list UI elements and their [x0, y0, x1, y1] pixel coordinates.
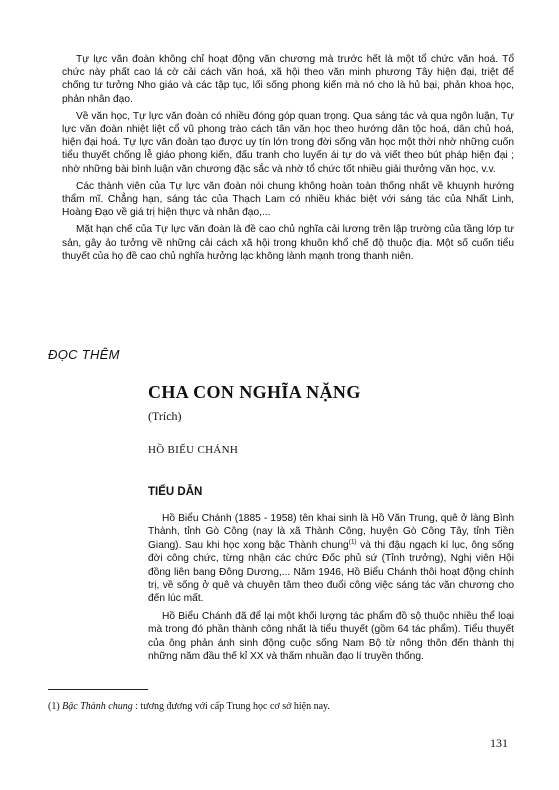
biography-paragraph — [148, 512, 514, 606]
biography-text: và thi đậu ngạch kí lục, ông sống đời công chức, từng nhận các chức Đốc phủ sứ (Tỉnh trưởng), Nghị viên Hội đồng liên bang Đông Dương,... Năm 1946, Hồ Biểu Chánh thôi hoạt động chính trị, về sống ở quê và chuyên tâm theo đuổi công việc sáng tác văn chương cho đến lúc mất. — [148, 539, 514, 605]
reading-author: HỒ BIỂU CHÁNH — [148, 444, 239, 456]
reading-title: CHA CON NGHĨA NẶNG — [148, 382, 361, 402]
biography-section — [148, 512, 514, 663]
footnote-ref: (1) — [348, 538, 357, 546]
footnote-text: : tương đương với cấp Trung học cơ sở hiện nay. — [132, 701, 330, 712]
footnote-marker: (1) — [48, 701, 63, 712]
footnote-term: Bậc Thành chung — [62, 701, 133, 712]
biography-paragraph: Hồ Biểu Chánh đã để lại một khối lượng tác phẩm đồ sộ thuộc nhiều thể loại mà trong đó phần thành công nhất là tiểu thuyết (gồm 64 tác phẩm). Tiểu thuyết của ông phản ánh sinh động cuộc sống Nam Bộ từ nông thôn đến thành thị những năm đầu thế kỉ XX và thấm nhuần đạo lí truyền thống. — [148, 610, 514, 663]
intro-paragraph: Tự lực văn đoàn không chỉ hoạt động văn chương mà trước hết là một tổ chức văn hoá. Tổ chức này phất cao lá cờ cải cách văn hoá, xã hội theo văn minh phương Tây hiện đại, triệt để chống tư tưởng Nho giáo và các tập tục, lối sống phong kiến mà nó cho là hủ bại, phản khoa học, phản nhân đạo. — [62, 54, 514, 105]
intro-section — [62, 53, 514, 263]
intro-paragraph: Mặt hạn chế của Tự lực văn đoàn là đề cao chủ nghĩa cải lương trên lập trường của tầng lớp tư sản, gây ảo tưởng về những cải cách xã hội trong khuôn khổ chế độ thuộc địa. Một số cuốn tiểu thuyết của họ đề cao chủ nghĩa hưởng lạc không lành mạnh trong thanh niên. — [62, 224, 514, 262]
intro-heading: TIỂU DẪN — [148, 486, 203, 498]
footnote — [48, 701, 330, 712]
biography-text: Hồ Biểu Chánh (1885 - 1958) tên khai sinh là Hồ Văn Trung, quê ở làng Bình Thành, tỉnh Gò Công (nay là xã Thành Công, huyện Gò Công Tây, tỉnh Tiền Giang). Sau khi học xong bậc Thành chung — [148, 513, 514, 551]
page-number: 131 — [490, 736, 508, 750]
footnote-divider — [48, 689, 148, 690]
section-label: ĐỌC THÊM — [48, 347, 120, 362]
reading-subtitle: (Trích) — [148, 409, 182, 423]
intro-paragraph: Các thành viên của Tự lực văn đoàn nói chung không hoàn toàn thống nhất về khuynh hướng thẩm mĩ. Chẳng hạn, sáng tác của Thạch Lam có nhiều khác biệt với sáng tác của Nhất Linh, Hoàng Đạo về giá trị hiện thực và nhân đạo,... — [62, 180, 514, 219]
intro-paragraph: Về văn học, Tự lực văn đoàn có nhiều đóng góp quan trọng. Qua sáng tác và qua ngôn luận, Tự lực văn đoàn nhiệt liệt cổ vũ phong trào cách tân văn học theo hướng dân tộc hoá, dân chủ hoá, hiện đại hoá. Tự lực văn đoàn tạo được uy tín lớn trong đời sống văn học một thời nhờ những cuốn tiểu thuyết chống lễ giáo phong kiến, đấu tranh cho luyến ái tự do và viết theo bút pháp hiện đại ; nhờ những bài bình luận văn chương đặc sắc và nhờ tổ chức tốt nhiều giải thưởng văn học, v.v. — [62, 110, 514, 175]
